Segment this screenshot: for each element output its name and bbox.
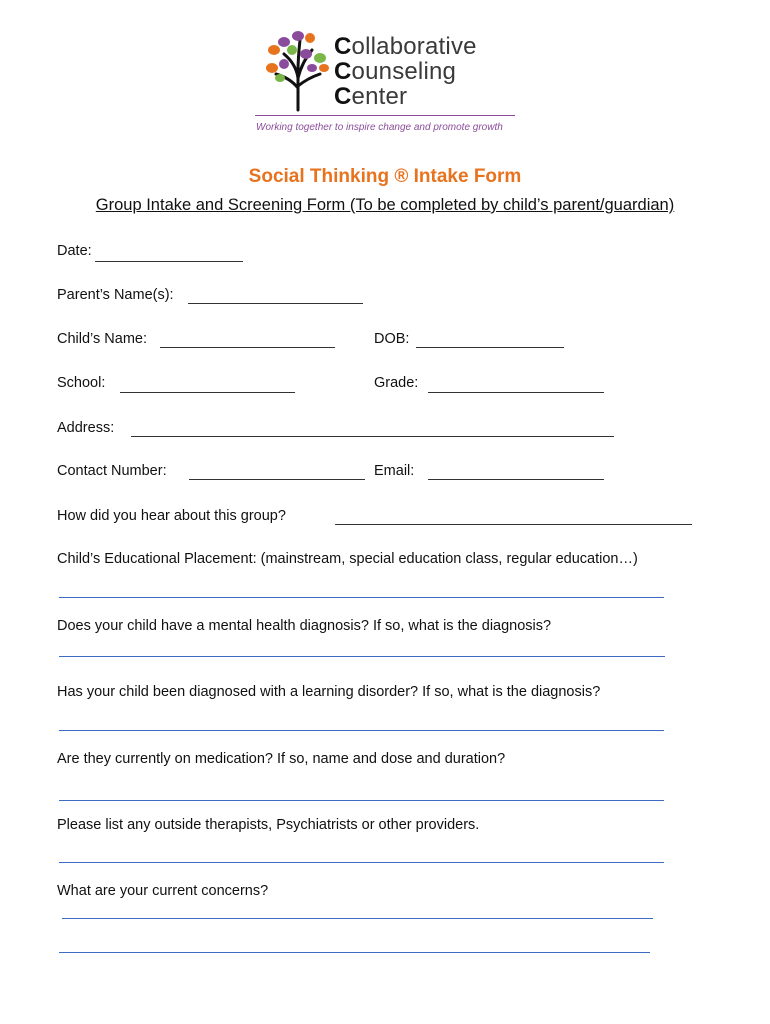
date-label: Date:: [57, 243, 92, 259]
medication-answer-line[interactable]: [59, 800, 664, 801]
dob-field[interactable]: [416, 347, 564, 348]
mental-health-question: Does your child have a mental health diagnosis? If so, what is the diagnosis?: [57, 618, 552, 634]
mental-health-answer-line[interactable]: [59, 656, 665, 657]
address-field[interactable]: [131, 436, 614, 437]
childs-name-field[interactable]: [160, 347, 335, 348]
date-field[interactable]: [95, 261, 243, 262]
medication-question: Are they currently on medication? If so, name and dose and duration?: [57, 751, 506, 767]
form-subtitle: Group Intake and Screening Form (To be completed by child’s parent/guardian): [95, 196, 675, 214]
tagline: Working together to inspire change and promote growth: [256, 122, 503, 133]
school-label: School:: [57, 375, 106, 391]
school-field[interactable]: [120, 392, 295, 393]
tree-logo-icon: [262, 28, 334, 112]
providers-question: Please list any outside therapists, Psychiatrists or other providers.: [57, 817, 480, 833]
concerns-answer-line-2[interactable]: [59, 952, 650, 953]
placement-question: Child’s Educational Placement: (mainstream, special education class, regular education…): [57, 551, 638, 567]
contact-number-field[interactable]: [189, 479, 365, 480]
childs-name-label: Child’s Name:: [57, 331, 147, 347]
heard-about-label: How did you hear about this group?: [57, 508, 286, 524]
logo-divider: [255, 115, 515, 116]
learning-disorder-question: Has your child been diagnosed with a learning disorder? If so, what is the diagnosis?: [57, 684, 601, 700]
concerns-answer-line-1[interactable]: [62, 918, 653, 919]
logo-name: Collaborative Counseling Center: [334, 33, 477, 110]
providers-answer-line[interactable]: [59, 862, 664, 863]
contact-number-label: Contact Number:: [57, 463, 167, 479]
heard-about-field[interactable]: [335, 524, 692, 525]
placement-answer-line[interactable]: [59, 597, 664, 598]
grade-label: Grade:: [374, 375, 419, 391]
form-title: Social Thinking ® Intake Form: [248, 166, 522, 187]
parents-name-label: Parent’s Name(s):: [57, 287, 174, 303]
email-label: Email:: [374, 463, 415, 479]
learning-disorder-answer-line[interactable]: [59, 730, 664, 731]
address-label: Address:: [57, 420, 115, 436]
parents-name-field[interactable]: [188, 303, 363, 304]
grade-field[interactable]: [428, 392, 604, 393]
concerns-question: What are your current concerns?: [57, 883, 269, 899]
email-field[interactable]: [428, 479, 604, 480]
dob-label: DOB:: [374, 331, 410, 347]
